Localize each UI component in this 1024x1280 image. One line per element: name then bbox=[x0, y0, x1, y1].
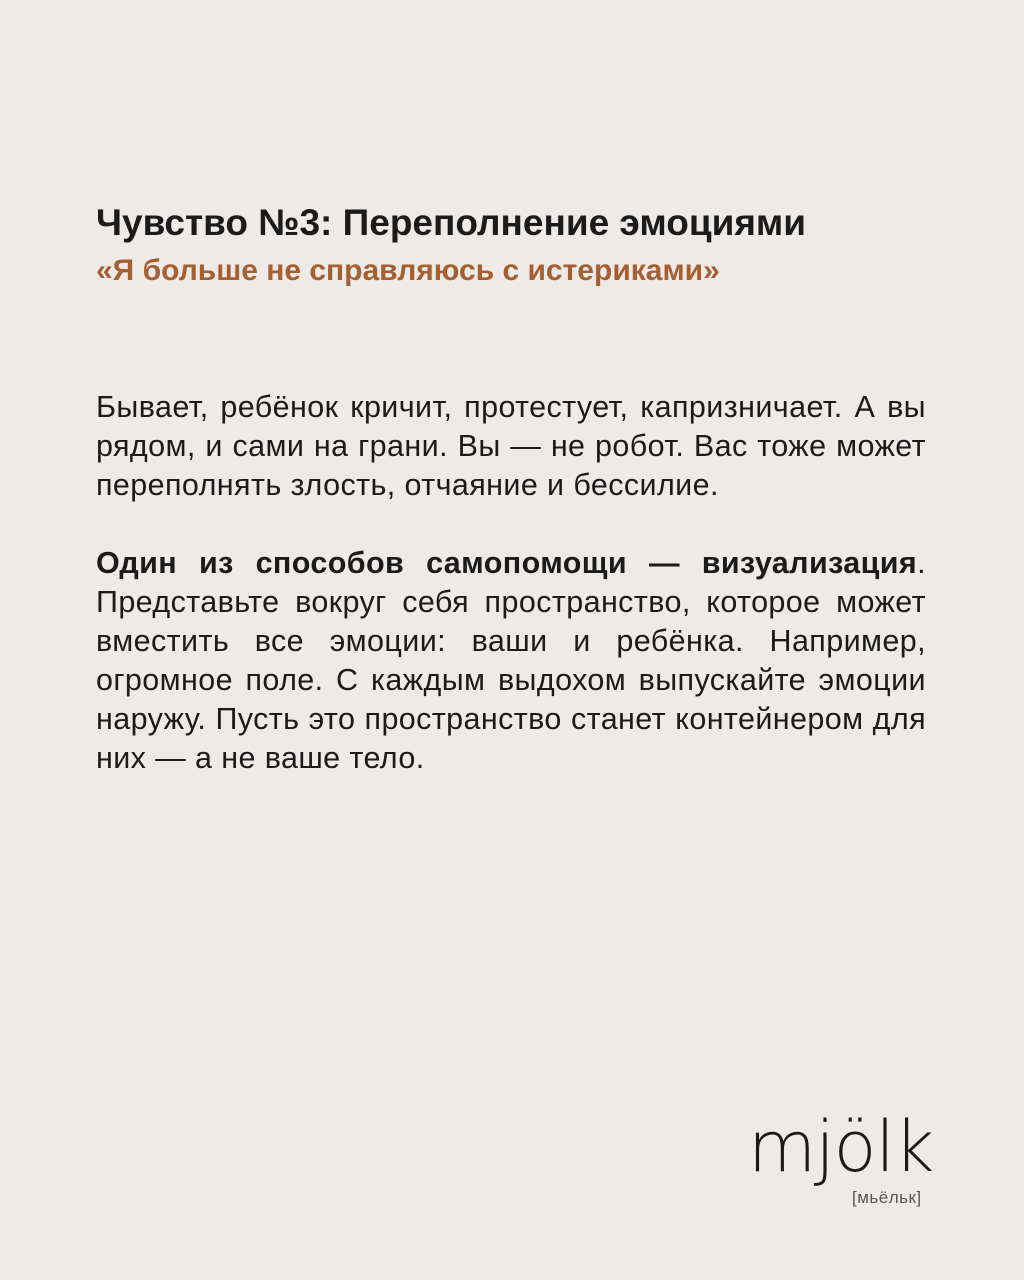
paragraph-2-bold: Один из способов самопомощи — визуализация bbox=[96, 546, 918, 580]
logo-wordmark: mjölk bbox=[748, 1106, 934, 1188]
logo-transliteration: [мьёльк] bbox=[852, 1188, 922, 1207]
page-subtitle-quote: «Я больше не справляюсь с истериками» bbox=[96, 254, 720, 287]
paragraph-1: Бывает, ребёнок кричит, протестует, капризничает. А вы рядом, и сами на грани. Вы — не робот. Вас тоже может переполнять злость, отчаяние и бессилие. bbox=[96, 390, 926, 502]
paragraph-2-rest: . Представьте вокруг себя пространство, которое может вместить все эмоции: ваши и ребёнка. Например, огромное поле. С каждым выдохом выпускайте эмоции наружу. Пусть это пространство станет контейнером для них — а не ваше тело. bbox=[96, 546, 926, 775]
heading-block bbox=[96, 200, 936, 294]
paragraph-2 bbox=[96, 544, 926, 778]
page-title: Чувство №3: Переполнение эмоциями bbox=[96, 202, 807, 243]
body-text bbox=[96, 388, 926, 778]
brand-logo bbox=[748, 1106, 948, 1222]
